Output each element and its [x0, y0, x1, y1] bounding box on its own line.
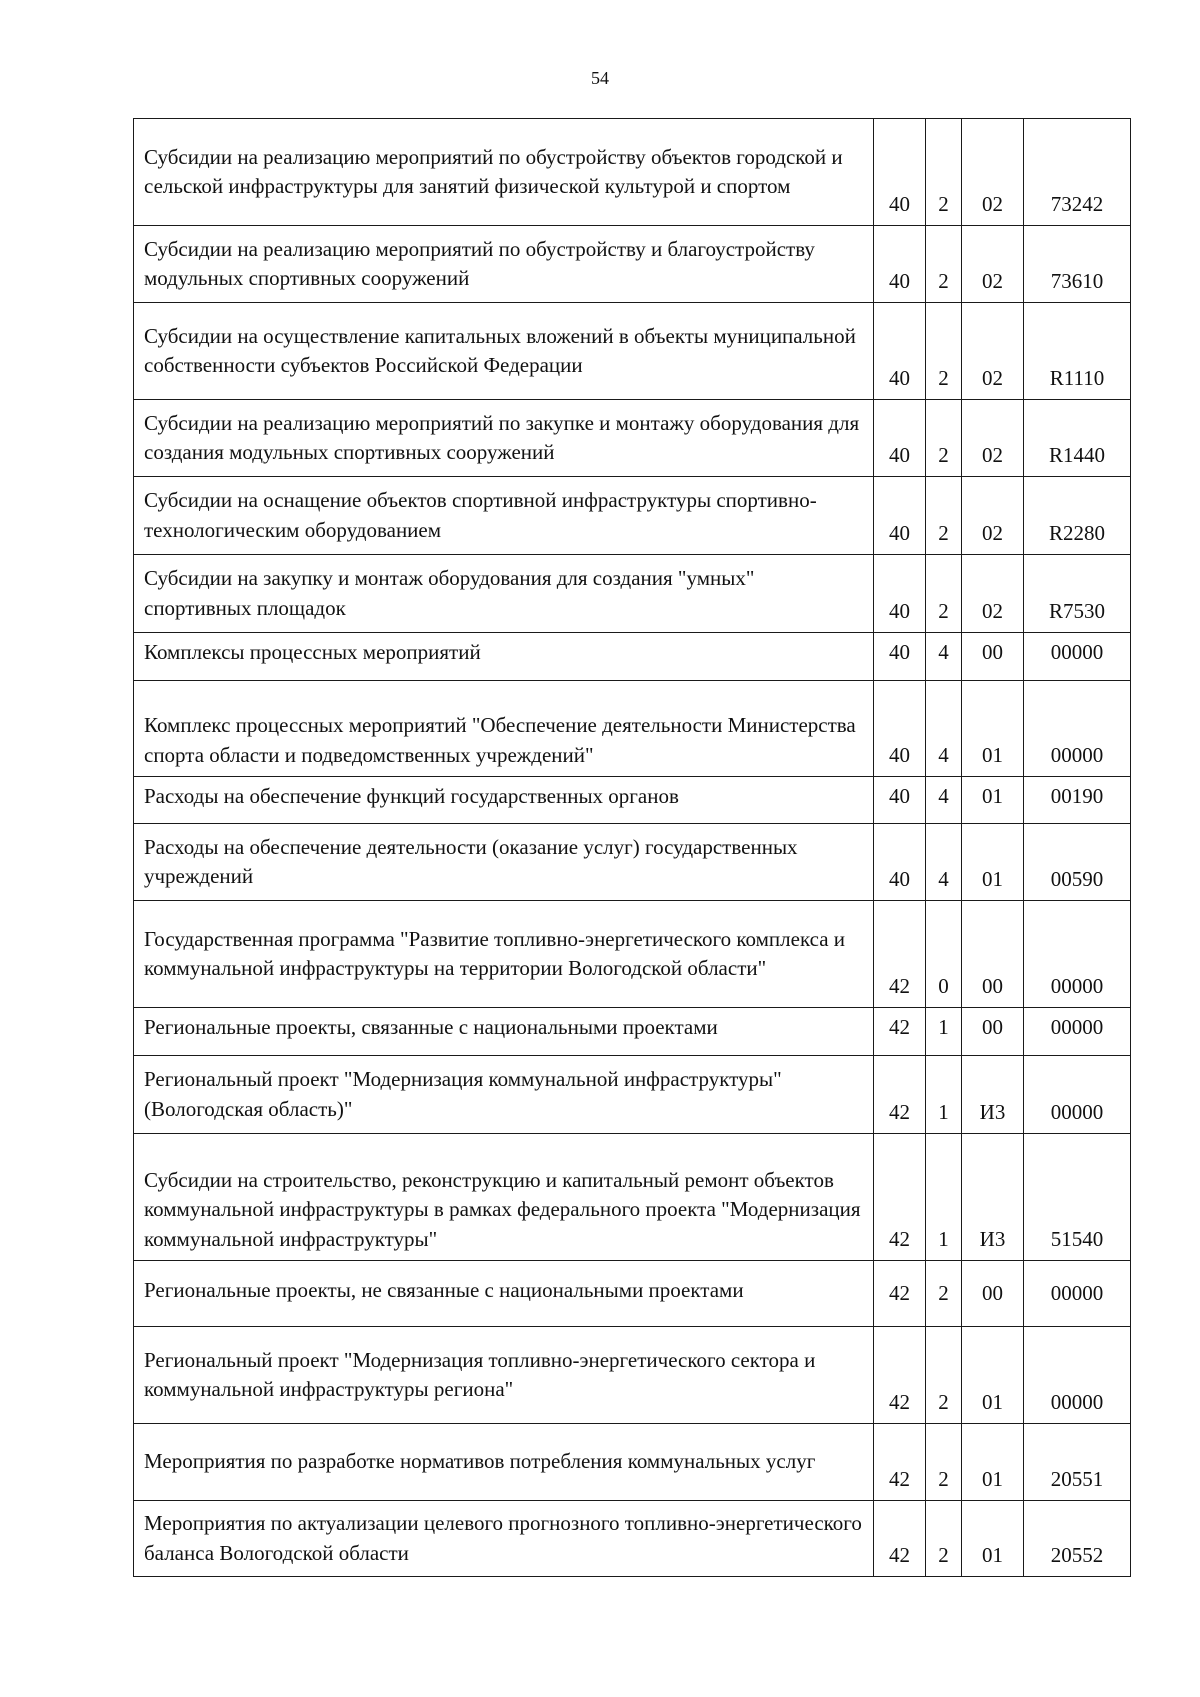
code-structure: И3 — [962, 1056, 1024, 1134]
code-structure: 02 — [962, 303, 1024, 400]
code-program: 42 — [874, 1056, 926, 1134]
row-name: Субсидии на реализацию мероприятий по обустройству объектов городской и сельской инфраструктуры для занятий физической культурой и спортом — [134, 119, 874, 226]
code-structure: 01 — [962, 1501, 1024, 1577]
table-row — [134, 1261, 1131, 1327]
code-type: 4 — [926, 681, 962, 777]
code-structure: 00 — [962, 901, 1024, 1008]
code-structure: 01 — [962, 1327, 1024, 1424]
code-direction: 73242 — [1024, 119, 1131, 226]
code-structure: 01 — [962, 777, 1024, 824]
table-row — [134, 1501, 1131, 1577]
row-name: Субсидии на оснащение объектов спортивной инфраструктуры спортивно-технологическим оборудованием — [134, 477, 874, 555]
code-type: 2 — [926, 1261, 962, 1327]
row-name: Комплекс процессных мероприятий "Обеспечение деятельности Министерства спорта области и подведомственных учреждений" — [134, 681, 874, 777]
row-name: Комплексы процессных мероприятий — [134, 633, 874, 681]
code-type: 2 — [926, 119, 962, 226]
code-structure: 02 — [962, 119, 1024, 226]
table-row — [134, 1134, 1131, 1261]
table-row — [134, 226, 1131, 303]
row-name: Региональный проект "Модернизация топливно-энергетического сектора и коммунальной инфраструктуры региона" — [134, 1327, 874, 1424]
code-direction: 00000 — [1024, 1008, 1131, 1056]
code-direction: 20552 — [1024, 1501, 1131, 1577]
code-direction: 00000 — [1024, 681, 1131, 777]
code-structure: 02 — [962, 400, 1024, 477]
code-direction: 00000 — [1024, 901, 1131, 1008]
row-name: Региональные проекты, связанные с национальными проектами — [134, 1008, 874, 1056]
code-program: 42 — [874, 1008, 926, 1056]
code-program: 40 — [874, 400, 926, 477]
code-direction: R1440 — [1024, 400, 1131, 477]
row-name: Субсидии на строительство, реконструкцию и капитальный ремонт объектов коммунальной инфраструктуры в рамках федерального проекта "Модернизация коммунальной инфраструктуры" — [134, 1134, 874, 1261]
table-row — [134, 777, 1131, 824]
code-direction: 73610 — [1024, 226, 1131, 303]
code-direction: 00000 — [1024, 1327, 1131, 1424]
code-type: 4 — [926, 824, 962, 901]
table-row — [134, 681, 1131, 777]
row-name: Региональные проекты, не связанные с национальными проектами — [134, 1261, 874, 1327]
code-structure: 02 — [962, 477, 1024, 555]
table-row — [134, 555, 1131, 633]
code-direction: 20551 — [1024, 1424, 1131, 1501]
table-row — [134, 1056, 1131, 1134]
table-row — [134, 400, 1131, 477]
code-type: 2 — [926, 1424, 962, 1501]
table-row — [134, 303, 1131, 400]
code-type: 1 — [926, 1008, 962, 1056]
row-name: Субсидии на закупку и монтаж оборудования для создания "умных" спортивных площадок — [134, 555, 874, 633]
code-program: 42 — [874, 1327, 926, 1424]
code-program: 42 — [874, 1134, 926, 1261]
code-type: 2 — [926, 1501, 962, 1577]
code-program: 42 — [874, 1261, 926, 1327]
row-name: Расходы на обеспечение функций государственных органов — [134, 777, 874, 824]
code-program: 40 — [874, 555, 926, 633]
code-program: 42 — [874, 1501, 926, 1577]
page-number: 54 — [591, 68, 609, 88]
code-program: 40 — [874, 226, 926, 303]
code-type: 0 — [926, 901, 962, 1008]
code-direction: 00000 — [1024, 1056, 1131, 1134]
code-structure: 00 — [962, 633, 1024, 681]
code-direction: R7530 — [1024, 555, 1131, 633]
code-program: 42 — [874, 901, 926, 1008]
code-structure: 00 — [962, 1008, 1024, 1056]
row-name: Субсидии на осуществление капитальных вложений в объекты муниципальной собственности субъектов Российской Федерации — [134, 303, 874, 400]
code-structure: 02 — [962, 226, 1024, 303]
code-program: 40 — [874, 303, 926, 400]
table-row — [134, 633, 1131, 681]
table-row — [134, 1327, 1131, 1424]
code-program: 40 — [874, 119, 926, 226]
code-program: 40 — [874, 633, 926, 681]
code-structure: 02 — [962, 555, 1024, 633]
code-type: 2 — [926, 303, 962, 400]
code-program: 40 — [874, 477, 926, 555]
row-name: Мероприятия по разработке нормативов потребления коммунальных услуг — [134, 1424, 874, 1501]
row-name: Расходы на обеспечение деятельности (оказание услуг) государственных учреждений — [134, 824, 874, 901]
code-type: 1 — [926, 1056, 962, 1134]
code-type: 2 — [926, 226, 962, 303]
table-row — [134, 477, 1131, 555]
table-row — [134, 119, 1131, 226]
row-name: Государственная программа "Развитие топливно-энергетического комплекса и коммунальной инфраструктуры на территории Вологодской области" — [134, 901, 874, 1008]
code-type: 4 — [926, 777, 962, 824]
table-row — [134, 1424, 1131, 1501]
code-direction: 00590 — [1024, 824, 1131, 901]
code-type: 4 — [926, 633, 962, 681]
code-type: 2 — [926, 400, 962, 477]
code-program: 40 — [874, 824, 926, 901]
code-type: 2 — [926, 1327, 962, 1424]
budget-classification-table — [133, 118, 1131, 1577]
table-row — [134, 901, 1131, 1008]
code-direction: 00190 — [1024, 777, 1131, 824]
code-structure: 00 — [962, 1261, 1024, 1327]
row-name: Субсидии на реализацию мероприятий по закупке и монтажу оборудования для создания модульных спортивных сооружений — [134, 400, 874, 477]
code-type: 2 — [926, 477, 962, 555]
table-row — [134, 824, 1131, 901]
code-direction: 00000 — [1024, 633, 1131, 681]
row-name: Региональный проект "Модернизация коммунальной инфраструктуры" (Вологодская область)" — [134, 1056, 874, 1134]
row-name: Мероприятия по актуализации целевого прогнозного топливно-энергетического баланса Вологодской области — [134, 1501, 874, 1577]
code-direction: R1110 — [1024, 303, 1131, 400]
row-name: Субсидии на реализацию мероприятий по обустройству и благоустройству модульных спортивных сооружений — [134, 226, 874, 303]
code-structure: И3 — [962, 1134, 1024, 1261]
code-type: 2 — [926, 555, 962, 633]
code-program: 40 — [874, 681, 926, 777]
code-structure: 01 — [962, 1424, 1024, 1501]
code-type: 1 — [926, 1134, 962, 1261]
code-structure: 01 — [962, 681, 1024, 777]
code-program: 42 — [874, 1424, 926, 1501]
code-program: 40 — [874, 777, 926, 824]
code-direction: 00000 — [1024, 1261, 1131, 1327]
code-direction: R2280 — [1024, 477, 1131, 555]
table-row — [134, 1008, 1131, 1056]
code-direction: 51540 — [1024, 1134, 1131, 1261]
code-structure: 01 — [962, 824, 1024, 901]
